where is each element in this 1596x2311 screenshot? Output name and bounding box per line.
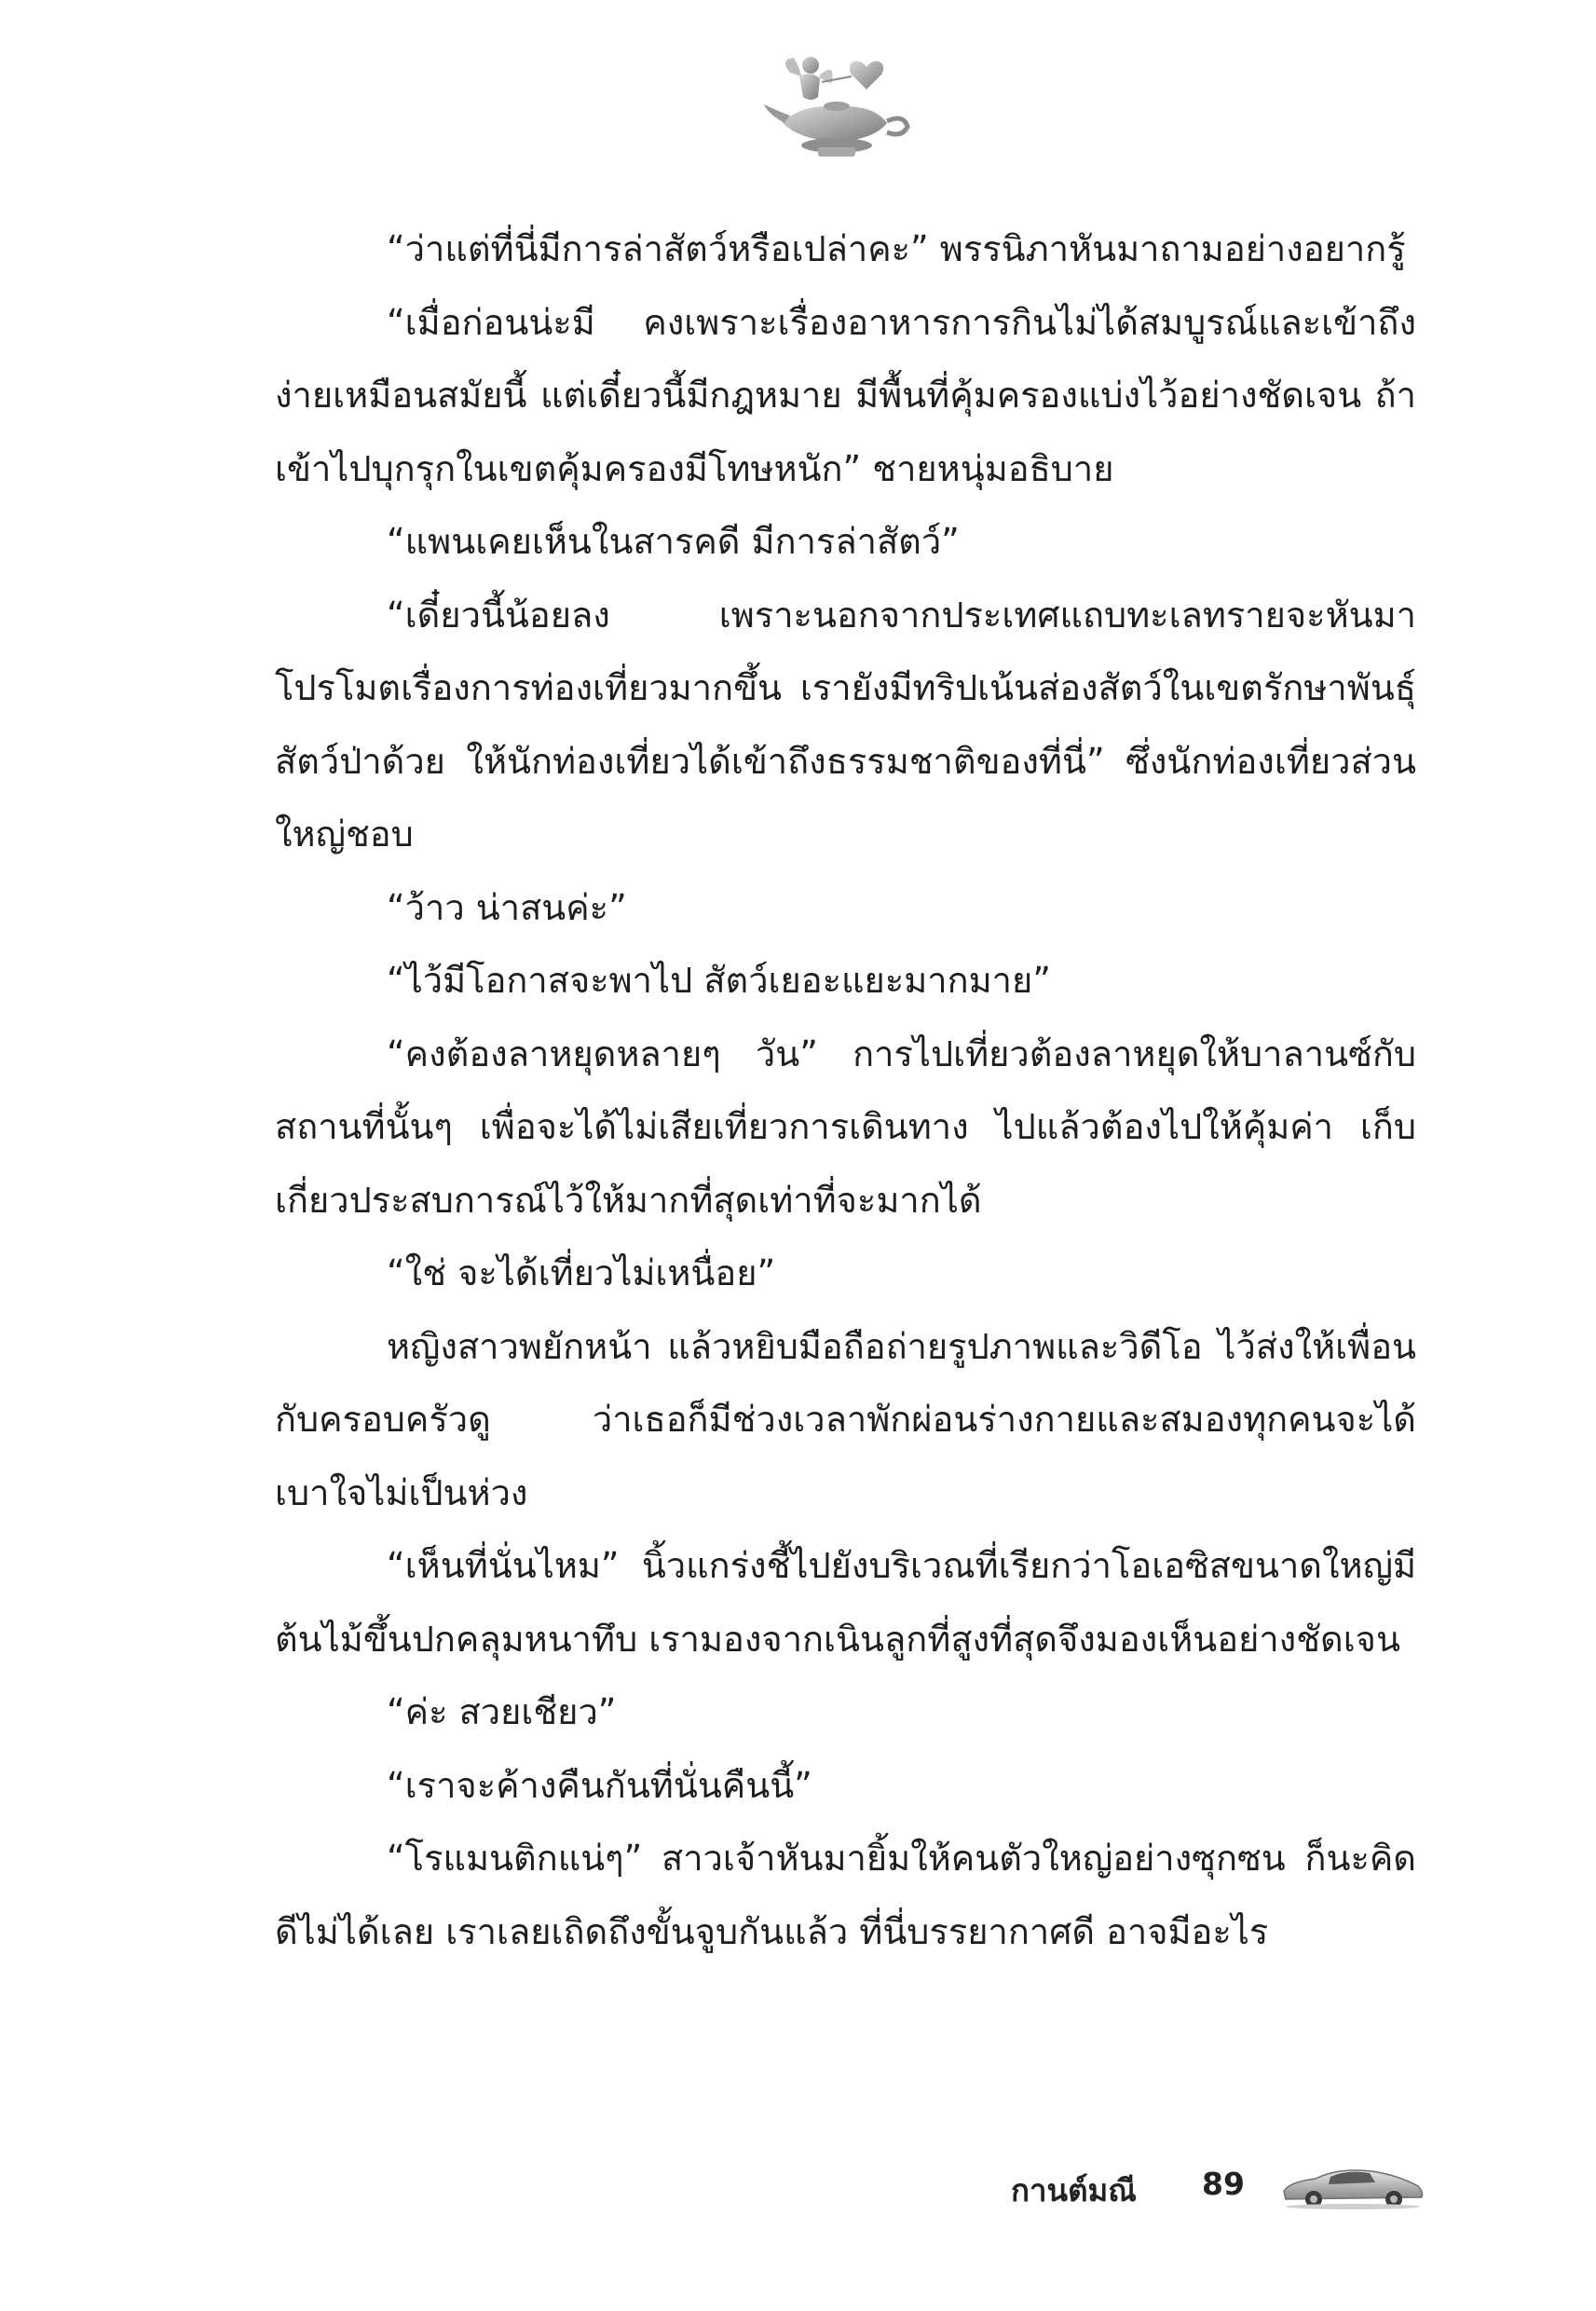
story-text — [275, 212, 1416, 1968]
paragraph: “เมื่อก่อนน่ะมี คงเพราะเรื่องอาหารการกินไม่ได้สมบูรณ์และเข้าถึงง่ายเหมือนสมัยนี้ แต่เดี๋ยวนี้มีกฎหมาย มีพื้นที่คุ้มครองแบ่งไว้อย่างชัดเจน ถ้าเข้าไปบุกรุกในเขตคุ้มครองมีโทษหนัก” ชายหนุ่มอธิบาย — [275, 301, 1416, 489]
paragraph: “โรแมนติกแน่ๆ” สาวเจ้าหันมายิ้มให้คนตัวใหญ่อย่างซุกซน ก็นะคิดดีไม่ได้เลย เราเลยเถิดถึงขั้นจูบกันแล้ว ที่นี่บรรยากาศดี อาจมีอะไร — [275, 1838, 1416, 1952]
paragraph: “ใช่ จะได้เที่ยวไม่เหนื่อย” — [387, 1252, 776, 1293]
paragraph: หญิงสาวพยักหน้า แล้วหยิบมือถือถ่ายรูปภาพและวิดีโอ ไว้ส่งให้เพื่อนกับครอบครัวดู ว่าเธอก็มีช่วงเวลาพักผ่อนร่างกายและสมองทุกคนจะได้เบาใจไม่เป็นห่วง — [275, 1325, 1416, 1513]
paragraph: “คงต้องลาหยุดหลายๆ วัน” การไปเที่ยวต้องลาหยุดให้บาลานซ์กับสถานที่นั้นๆ เพื่อจะได้ไม่เสียเที่ยวการเดินทาง ไปแล้วต้องไปให้คุ้มค่า เก็บเกี่ยวประสบการณ์ไว้ให้มากที่สุดเท่าที่จะมากได้ — [275, 1032, 1416, 1221]
paragraph: “ว่าแต่ที่นี่มีการล่าสัตว์หรือเปล่าคะ” พรรนิภาหันมาถามอย่างอยากรู้ — [387, 228, 1406, 269]
paragraph: “ไว้มีโอกาสจะพาไป สัตว์เยอะแยะมากมาย” — [387, 960, 1051, 1001]
page-footer — [0, 2160, 1596, 2235]
paragraph: “แพนเคยเห็นในสารคดี มีการล่าสัตว์” — [387, 521, 960, 562]
paragraph: “ว้าว น่าสนค่ะ” — [387, 886, 627, 928]
teapot-cupid-ornament-icon — [762, 48, 911, 164]
paragraph: “เห็นที่นั่นไหม” นิ้วแกร่งชี้ไปยังบริเวณที่เรียกว่าโอเอซิสขนาดใหญ่มีต้นไม้ขึ้นปกคลุมหนาทึบ เรามองจากเนินลูกที่สูงที่สุดจึงมองเห็นอย่างชัดเจน — [275, 1545, 1416, 1660]
paragraph: “เดี๋ยวนี้น้อยลง เพราะนอกจากประเทศแถบทะเลทรายจะหันมาโปรโมตเรื่องการท่องเที่ยวมากขึ้น เรายังมีทริปเน้นส่องสัตว์ในเขตรักษาพันธุ์สัตว์ป่าด้วย ให้นักท่องเที่ยวได้เข้าถึงธรรมชาติของที่นี่” ซึ่งนักท่องเที่ยวส่วนใหญ่ชอบ — [275, 594, 1416, 855]
author-name: กานต์มณี — [1011, 2172, 1137, 2208]
paragraph: “เราจะค้างคืนกันที่นั่นคืนนี้” — [387, 1764, 812, 1806]
sports-car-icon — [1278, 2160, 1427, 2212]
page-number: 89 — [1202, 2166, 1245, 2202]
paragraph: “ค่ะ สวยเชียว” — [387, 1691, 617, 1732]
